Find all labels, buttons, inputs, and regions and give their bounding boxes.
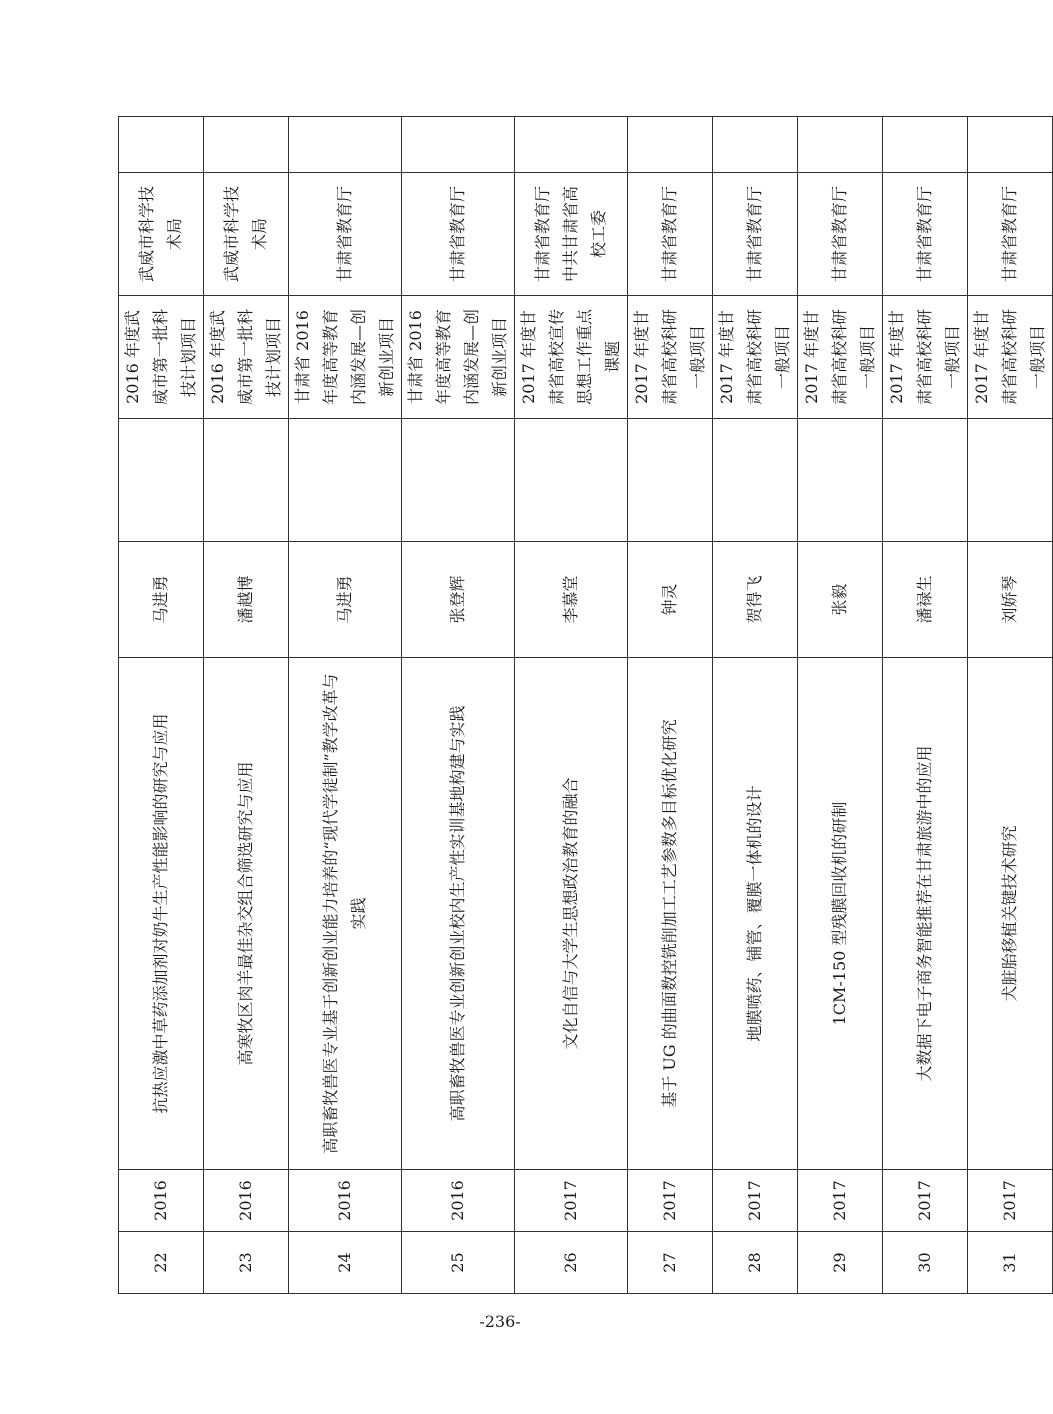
blank-cell [798,419,883,542]
project-leader: 张毅 [798,542,883,658]
remark-cell [515,117,628,173]
project-category: 甘肃省 2016 年度高等教育内涵发展—创新创业项目 [402,296,515,419]
project-title: 犬脏胎移植关键技术研究 [968,658,1053,1170]
blank-cell [968,419,1053,542]
project-year: 2017 [515,1170,628,1232]
table-row [204,117,289,1294]
project-leader: 钟灵 [628,542,713,658]
table-row [883,117,968,1294]
row-number: 26 [515,1232,628,1294]
row-number: 24 [289,1232,402,1294]
project-title: 1CM-150 型残膜回收机的研制 [798,658,883,1170]
project-year: 2017 [798,1170,883,1232]
row-number: 31 [968,1232,1053,1294]
issuing-authority: 甘肃省教育厅 [628,173,713,296]
blank-cell [289,419,402,542]
project-year: 2016 [119,1170,204,1232]
remark-cell [119,117,204,173]
issuing-authority: 甘肃省教育厅 [798,173,883,296]
project-year: 2017 [883,1170,968,1232]
remark-cell [968,117,1053,173]
project-leader: 潘禄生 [883,542,968,658]
table-row [289,117,402,1294]
project-title: 高职畜牧兽医专业创新创业校内生产性实训基地构建与实践 [402,658,515,1170]
project-leader: 刘娇琴 [968,542,1053,658]
project-category: 2017 年度甘肃省高校科研一般项目 [883,296,968,419]
issuing-authority: 甘肃省教育厅 [883,173,968,296]
row-number: 30 [883,1232,968,1294]
project-leader: 李慕堂 [515,542,628,658]
project-title: 地膜喷药、铺管、覆膜一体机的设计 [713,658,798,1170]
row-number: 27 [628,1232,713,1294]
row-number: 22 [119,1232,204,1294]
remark-cell [289,117,402,173]
project-category: 2017 年度甘肃省高校科研一般项目 [798,296,883,419]
project-leader: 马进勇 [119,542,204,658]
rotated-table-wrapper [118,117,1047,1294]
issuing-authority: 甘肃省教育厅 [402,173,515,296]
blank-cell [119,419,204,542]
table-row [968,117,1053,1294]
project-category: 2017 年度甘肃省高校科研一般项目 [968,296,1053,419]
project-year: 2016 [204,1170,289,1232]
project-year: 2016 [289,1170,402,1232]
table-row [402,117,515,1294]
issuing-authority: 武威市科学技术局 [204,173,289,296]
table-row [628,117,713,1294]
project-leader: 张登辉 [402,542,515,658]
project-year: 2016 [402,1170,515,1232]
page-number: -236- [479,1312,521,1331]
blank-cell [515,419,628,542]
project-table-area [118,117,1047,1294]
project-title: 高寒牧区肉羊最佳杂交组合筛选研究与应用 [204,658,289,1170]
blank-cell [713,419,798,542]
remark-cell [883,117,968,173]
row-number: 25 [402,1232,515,1294]
project-category: 2017 年度甘肃省高校科研一般项目 [713,296,798,419]
project-category: 甘肃省 2016 年度高等教育内涵发展—创新创业项目 [289,296,402,419]
project-category: 2016 年度武威市第一批科技计划项目 [119,296,204,419]
remark-cell [204,117,289,173]
project-leader: 潘越博 [204,542,289,658]
remark-cell [798,117,883,173]
table-row [798,117,883,1294]
project-title: 高职畜牧兽医专业基于创新创业能力培养的“现代学徒制”教学改革与实践 [289,658,402,1170]
row-number: 29 [798,1232,883,1294]
project-title: 大数据下电子商务智能推荐在甘肃旅游中的应用 [883,658,968,1170]
project-title: 文化自信与大学生思想政治教育的融合 [515,658,628,1170]
project-title: 抗热应激中草药添加剂对奶牛生产性能影响的研究与应用 [119,658,204,1170]
table-row [119,117,204,1294]
remark-cell [402,117,515,173]
project-category: 2016 年度武威市第一批科技计划项目 [204,296,289,419]
project-table [118,116,1053,1294]
project-leader: 贺得飞 [713,542,798,658]
project-leader: 马进勇 [289,542,402,658]
issuing-authority: 甘肃省教育厅 [713,173,798,296]
issuing-authority: 甘肃省教育厅 [968,173,1053,296]
blank-cell [883,419,968,542]
table-row [515,117,628,1294]
remark-cell [713,117,798,173]
row-number: 23 [204,1232,289,1294]
issuing-authority: 甘肃省教育厅 中共甘肃省高校工委 [515,173,628,296]
project-category: 2017 年度甘肃省高校宣传思想工作重点课题 [515,296,628,419]
table-row [713,117,798,1294]
row-number: 28 [713,1232,798,1294]
project-category: 2017 年度甘肃省高校科研一般项目 [628,296,713,419]
project-title: 基于 UG 的曲面数控铣削加工工艺参数多目标优化研究 [628,658,713,1170]
table-body [119,117,1053,1294]
blank-cell [628,419,713,542]
project-year: 2017 [628,1170,713,1232]
remark-cell [628,117,713,173]
issuing-authority: 甘肃省教育厅 [289,173,402,296]
issuing-authority: 武威市科学技术局 [119,173,204,296]
blank-cell [204,419,289,542]
blank-cell [402,419,515,542]
project-year: 2017 [968,1170,1053,1232]
project-year: 2017 [713,1170,798,1232]
